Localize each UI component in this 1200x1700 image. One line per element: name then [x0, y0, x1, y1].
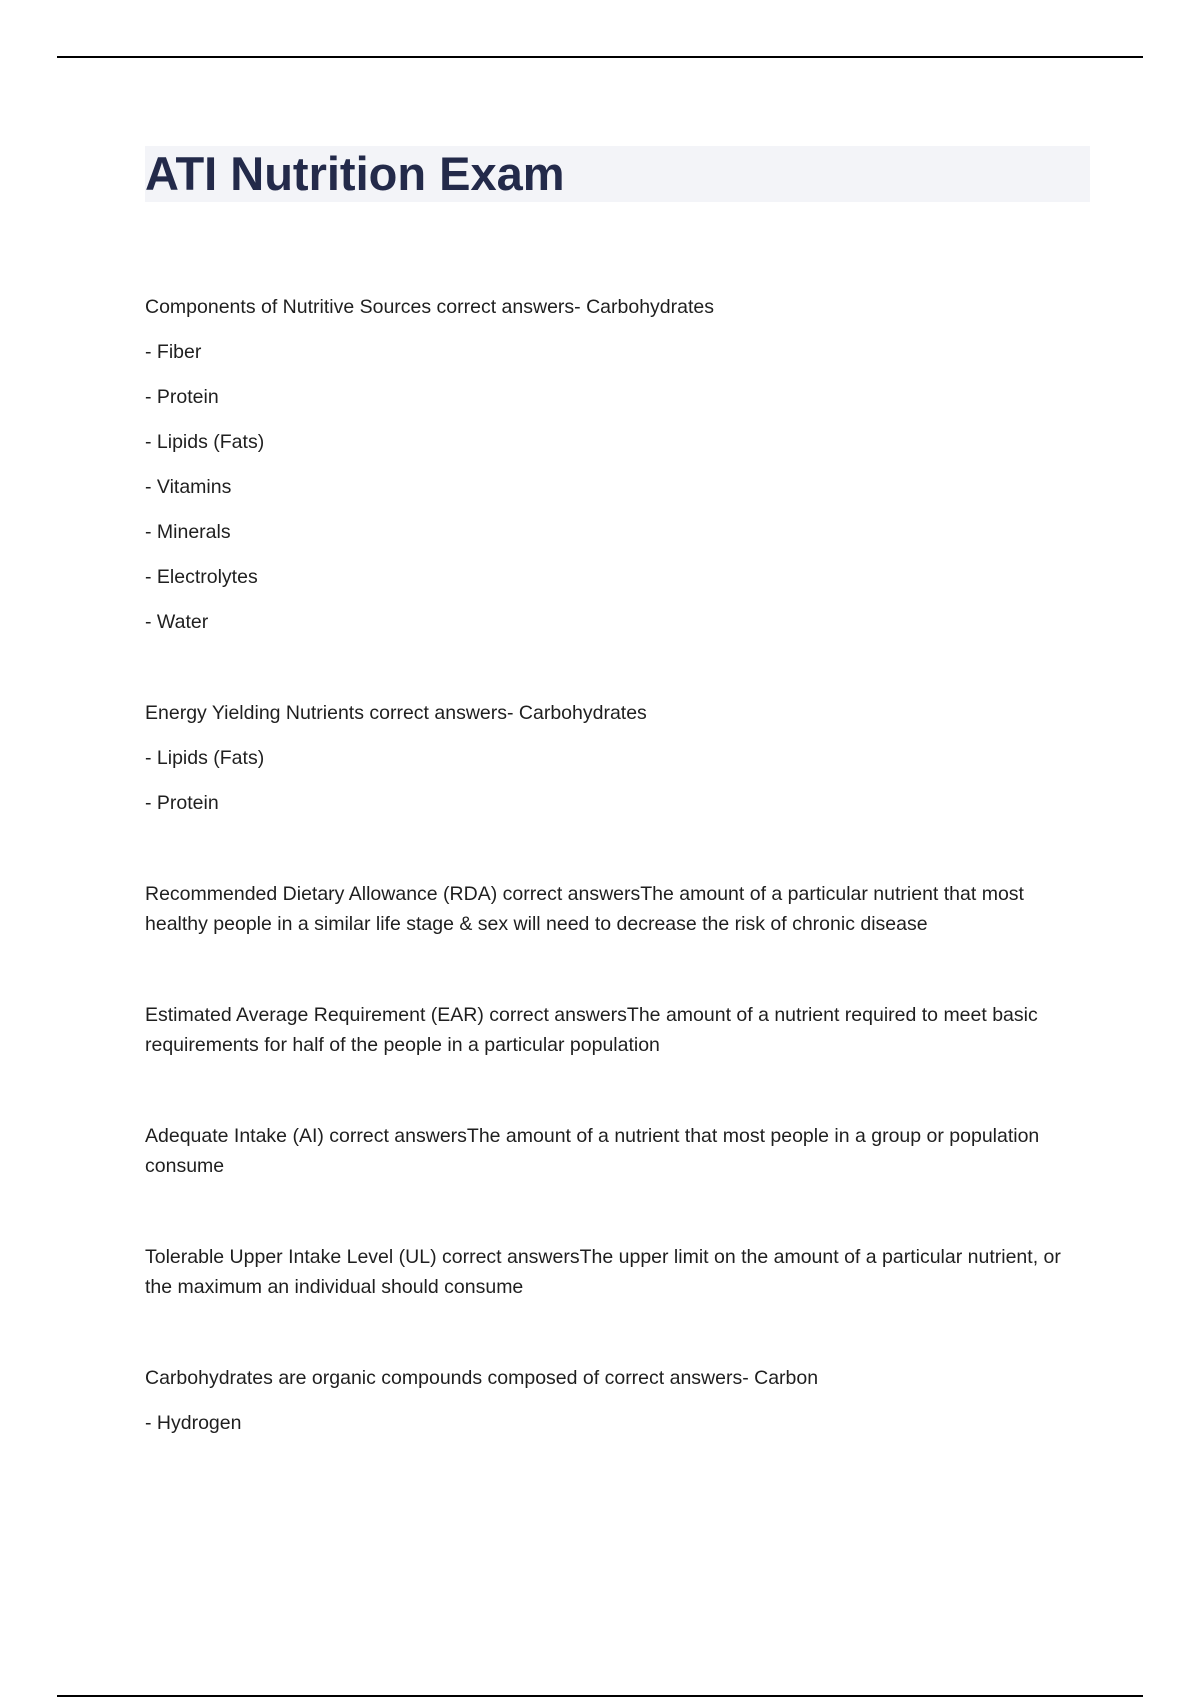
header-rule [57, 56, 1143, 58]
qa-list-item: - Lipids (Fats) [145, 431, 265, 453]
qa-entry [145, 1000, 1090, 1060]
qa-list-item: - Fiber [145, 341, 202, 363]
document-body [145, 292, 1090, 1499]
qa-list-item: - Electrolytes [145, 566, 258, 588]
page-title: ATI Nutrition Exam [145, 147, 565, 200]
qa-entry [145, 1121, 1090, 1181]
qa-text: Estimated Average Requirement (EAR) correct answersThe amount of a nutrient required to meet basic requirements for half of the people in a particular population [145, 1004, 1038, 1056]
qa-list-item: - Water [145, 611, 209, 633]
qa-text: Tolerable Upper Intake Level (UL) correct answersThe upper limit on the amount of a particular nutrient, or the maximum an individual should consume [145, 1246, 1061, 1298]
qa-text: Components of Nutritive Sources correct answers- Carbohydrates [145, 296, 714, 318]
qa-entry [145, 1363, 1090, 1438]
qa-list-item: - Vitamins [145, 476, 232, 498]
qa-entry [145, 1242, 1090, 1302]
qa-text: Recommended Dietary Allowance (RDA) correct answersThe amount of a particular nutrient that most healthy people in a similar life stage & sex will need to decrease the risk of chronic disease [145, 883, 1024, 935]
qa-list-item: - Lipids (Fats) [145, 747, 265, 769]
qa-list-item: - Protein [145, 792, 219, 814]
qa-text: Adequate Intake (AI) correct answersThe amount of a nutrient that most people in a group or population consume [145, 1125, 1040, 1177]
qa-entry [145, 698, 1090, 818]
qa-list-item: - Hydrogen [145, 1412, 242, 1434]
footer-rule [57, 1695, 1143, 1697]
qa-entry [145, 292, 1090, 637]
qa-text: Carbohydrates are organic compounds composed of correct answers- Carbon [145, 1367, 819, 1389]
qa-text: Energy Yielding Nutrients correct answers- Carbohydrates [145, 702, 647, 724]
qa-entry [145, 879, 1090, 939]
qa-list-item: - Minerals [145, 521, 231, 543]
qa-list-item: - Protein [145, 386, 219, 408]
